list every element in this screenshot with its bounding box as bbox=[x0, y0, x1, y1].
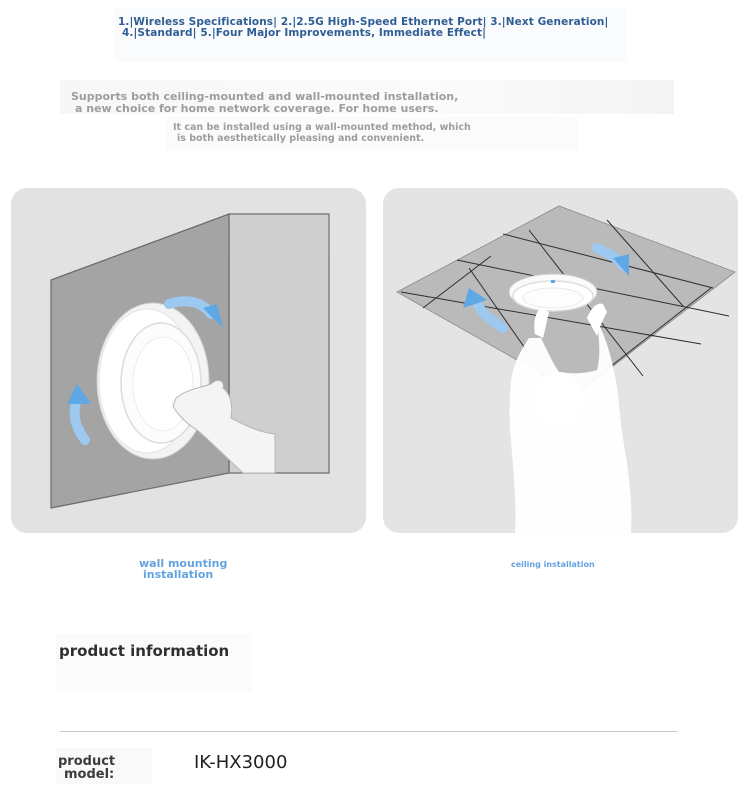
ceiling-caption: ceiling installation bbox=[511, 560, 595, 569]
intro-text-line-1: Supports both ceiling-mounted and wall-mounted installation, bbox=[71, 90, 459, 103]
wall-mount-graphic bbox=[11, 188, 366, 533]
header-nav bbox=[115, 8, 627, 62]
nav-line-2[interactable]: 4.|Standard| 5.|Four Major Improvements, Immediate Effect| bbox=[122, 27, 487, 39]
wall-mount-caption-line-2: installation bbox=[143, 568, 214, 581]
product-model-value: IK-HX3000 bbox=[194, 752, 288, 773]
intro-text-line-4: is both aesthetically pleasing and convenient. bbox=[177, 133, 425, 144]
ceiling-mount-illustration bbox=[383, 188, 738, 533]
wall-mount-illustration bbox=[11, 188, 366, 533]
intro-text-line-2: a new choice for home network coverage. For home users. bbox=[75, 102, 439, 115]
wall-mount-caption-line-1: wall mounting bbox=[139, 557, 228, 570]
section-divider bbox=[60, 731, 678, 732]
product-model-label-line-1: product bbox=[58, 754, 116, 769]
nav-line-1[interactable]: 1.|Wireless Specifications| 2.|2.5G High-Speed Ethernet Port| 3.|Next Generation| bbox=[118, 16, 609, 28]
product-information-title: product information bbox=[59, 642, 230, 660]
intro-text-line-3: It can be installed using a wall-mounted method, which bbox=[173, 122, 471, 133]
ceiling-mount-graphic bbox=[383, 188, 738, 533]
product-model-label-line-2: model: bbox=[64, 767, 115, 782]
